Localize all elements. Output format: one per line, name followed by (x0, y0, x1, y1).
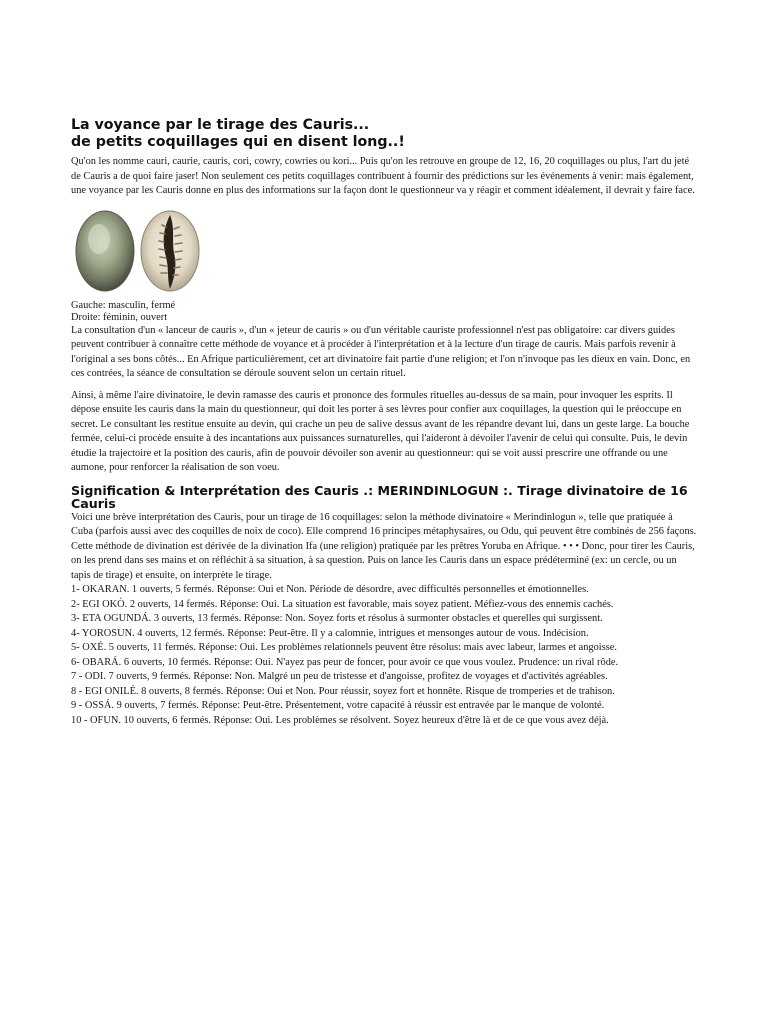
section-intro-paragraph: Voici une brève interprétation des Cauris, pour un tirage de 16 coquillages: selon la méthode divinatoire « Merindinlogun », telle que pratiquée à Cuba (parfois aussi avec des coquilles de noix de coco). Elle comprend 16 principes métaphysaires, ou Odu, qui peuvent être combinés de 256 façons. Cette méthode de divination est dérivée de la divination Ifa (une religion) pratiquée par les prêtres Yoruba en Afrique. • • • Donc, pour tirer les Cauris, on les prend dans ses mains et on réfléchit à sa situation, à sa question. Puis on lance les Cauris dans un espace prédéterminé (ex: un cercle, ou un tapis de tirage) et ensuite, on interprète le tirage. (71, 511, 697, 581)
consultation-paragraph: La consultation d'un « lanceur de cauris », d'un « jeteur de cauris » ou d'un véritable cauriste professionnel n'est pas obligatoire: car divers guides peuvent contribuer à connaître cette méthode de voyance et à procéder à l'interprétation et à la lecture d'un tirage de cauris. Mais parfois revenir à l'original a ses bons côtés... En Afrique particulièrement, cet art divinatoire fait partie d'une religion; et l'on n'invoque pas les dieux en vain. Donc, en ces contrées, la séance de consultation se déroule souvent selon un certain rituel. (71, 324, 691, 379)
image-caption (71, 300, 697, 324)
intro-paragraph: Qu'on les nomme cauri, caurie, cauris, cori, cowry, cowries ou kori... Puis qu'on les retrouve en groupe de 12, 16, 20 coquillages ou plus, l'art du jeté de Cauris a de quoi faire jaser! Non seulement ces petits coquillages contribuent à fournir des prédictions sur les événements à venir: mais également, une voyance par les Cauris donne en plus des informations sur la façon dont le questionneur va y réagir et comment idéalement, il devrait y faire face. (71, 156, 695, 196)
document-page (71, 117, 697, 728)
open-cowrie-shell (141, 211, 199, 291)
list-item: 4- YOROSUN. 4 ouverts, 12 fermés. Réponse: Peut-être. Il y a calomnie, intrigues et mensonges autour de vous. Indécision. (71, 627, 589, 639)
list-item: 9 - OSSÁ. 9 ouverts, 7 fermés. Réponse: Peut-être. Présentement, votre capacité à réussir est entravée par le manque de volonté. (71, 700, 605, 711)
list-item: 10 - OFUN. 10 ouverts, 6 fermés. Réponse: Oui. Les problèmes se résolvent. Soyez heureux d'être là et de ce que vous avez déjà. (71, 714, 609, 726)
list-item: 3- ETA OGUNDÁ. 3 ouverts, 13 fermés. Réponse: Non. Soyez forts et résolus à surmonter obstacles et querelles qui surgissent. (71, 613, 603, 624)
page-title-line-1: La voyance par le tirage des Cauris... (71, 117, 370, 133)
list-item: 2- EGI OKÒ. 2 ouverts, 14 fermés. Réponse: Oui. La situation est favorable, mais soyez patient. Méfiez-vous des ennemis cachés. (71, 598, 614, 610)
list-item: 8 - EGI ONILÉ. 8 ouverts, 8 fermés. Réponse: Oui et Non. Pour réussir, soyez fort et honnête. Risque de tromperies et de trahison. (71, 685, 615, 697)
cowrie-shells-image (71, 209, 211, 297)
page-title-line-2: de petits coquillages qui en disent long..! (71, 134, 405, 150)
list-item: 1- OKARAN. 1 ouverts, 5 fermés. Réponse: Oui et Non. Période de désordre, avec difficultés personnelles et émotionnelles. (71, 584, 589, 595)
caption-right: Droite: féminin, ouvert (71, 311, 168, 323)
list-item: 5- OXÉ. 5 ouverts, 11 fermés. Réponse: Oui. Les problèmes relationnels peuvent être résolus: mais avec labeur, larmes et angoisse. (71, 642, 617, 653)
page-title (71, 117, 697, 151)
cowrie-shells-illustration (71, 209, 211, 297)
ritual-paragraph: Ainsi, à même l'aire divinatoire, le devin ramasse des cauris et prononce des formules rituelles au-dessus de sa main, pour invoquer les esprits. Il dépose ensuite les cauris dans la main du questionneur, qui doit les porter à ses lèvres pour confier aux coquillages, la question qui le préoccupe en secret. Le consultant les restitue ensuite au devin, qui crache un peu de salive dessus avant de les répandre devant lui, dans un geste large. La bouche fermée, celui-ci procède ensuite à des incantations aux puissances surnaturelles, qui l'aideront à dévoiler l'avenir de celui qui consulte. Puis, le devin étudie la trajectoire et la position des cauris, afin de pouvoir dévoiler son avenir au questionneur: qui se voit aussi prescrire une offrande ou une aumone, pour renforcer la réalisation de son voeu. (71, 389, 690, 473)
section-heading: Signification & Interprétation des Cauris .: MERINDINLOGUN :. Tirage divinatoire de 16 Cauris (71, 482, 688, 511)
closed-cowrie-shell (76, 211, 134, 291)
list-item: 6- OBARÁ. 6 ouverts, 10 fermés. Réponse: Oui. N'ayez pas peur de foncer, pour avoir ce que vous voulez. Prudence: un rival rôde. (71, 656, 619, 668)
list-item: 7 - ODI. 7 ouverts, 9 fermés. Réponse: Non. Malgré un peu de tristesse et d'angoisse, profitez de voyages et d'activités agréables. (71, 671, 608, 682)
caption-left: Gauche: masculin, fermé (71, 299, 176, 311)
odu-list (71, 583, 697, 728)
